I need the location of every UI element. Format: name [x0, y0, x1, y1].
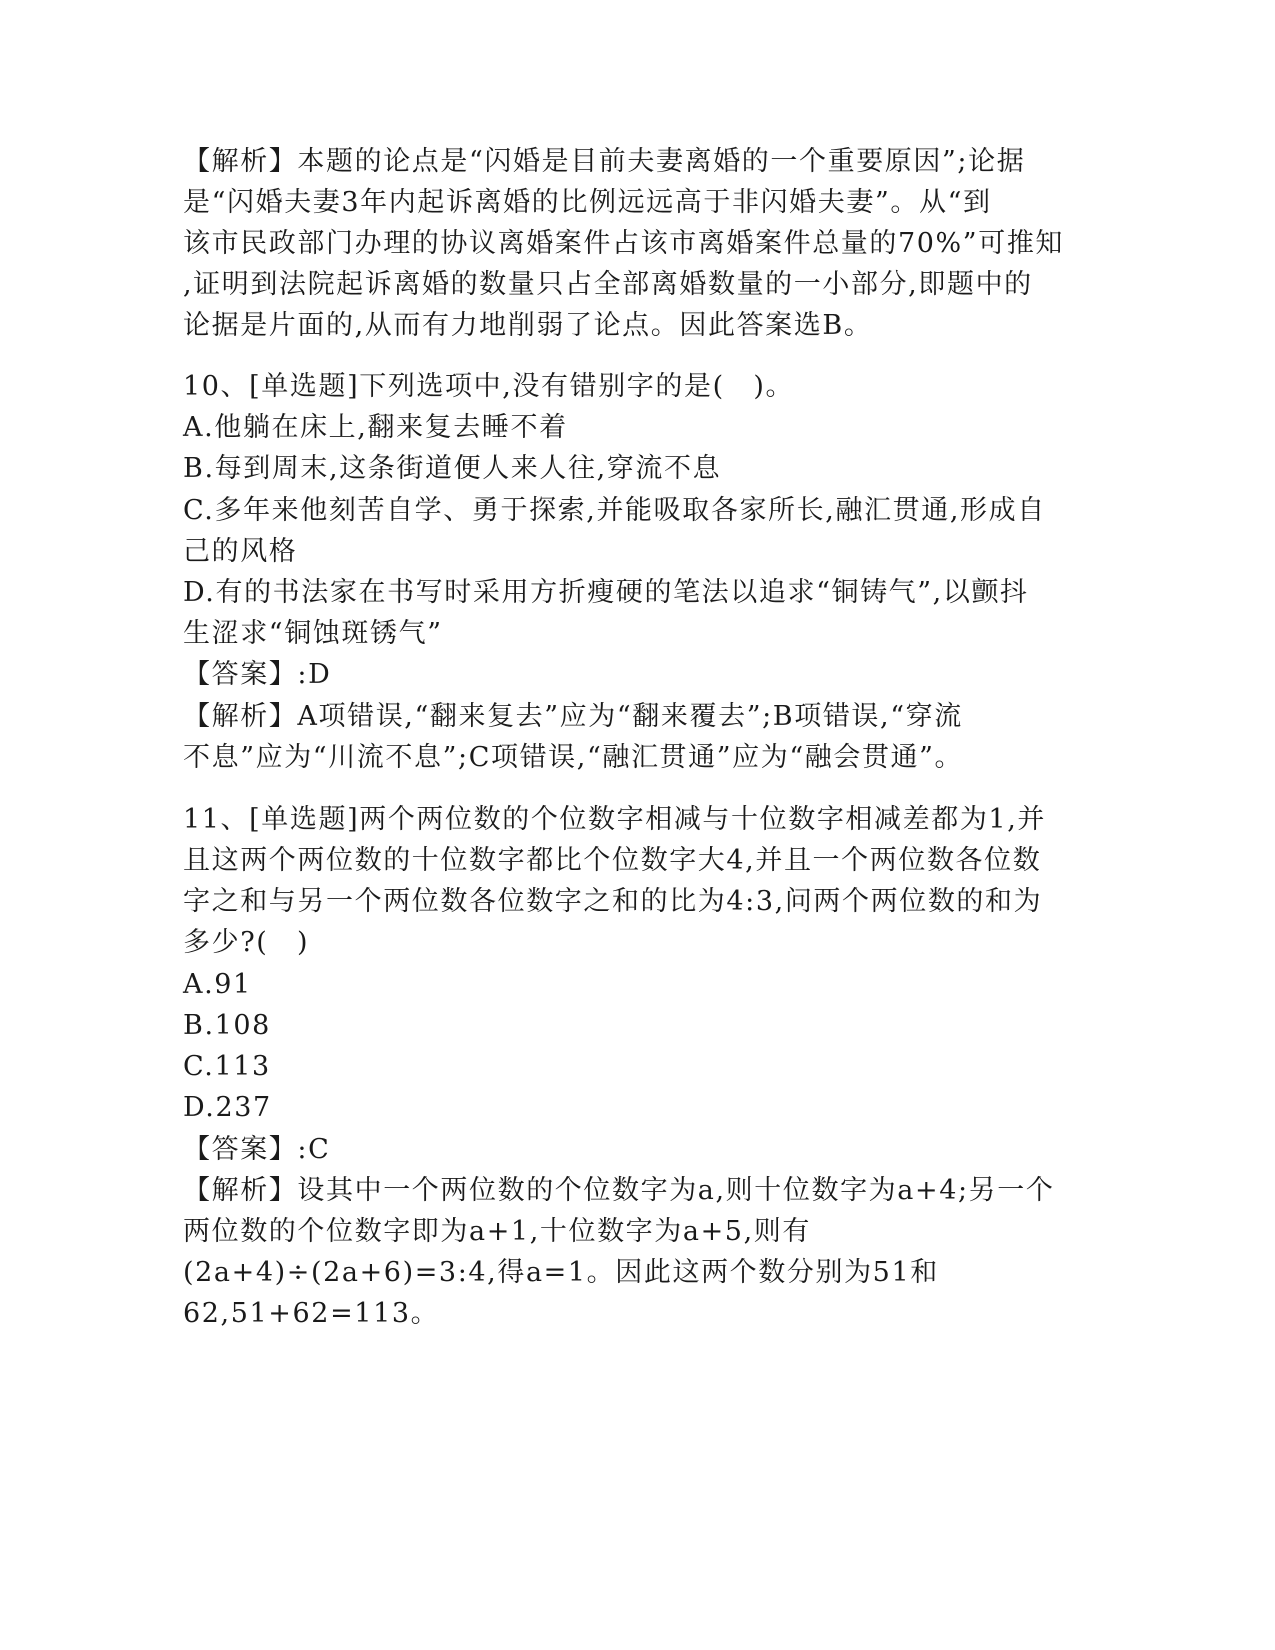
- q11-option-a: A.91: [183, 969, 252, 1000]
- q11-stem-cont: 字之和与另一个两位数各位数字之和的比为4:3,问两个两位数的和为: [183, 886, 1043, 917]
- q11-option-b: B.108: [183, 1010, 271, 1041]
- q10-option-c: C.多年来他刻苦自学、勇于探索,并能吸取各家所长,融汇贯通,形成自: [183, 495, 1046, 526]
- q11-stem-cont: 且这两个两位数的十位数字都比个位数字大4,并且一个两位数各位数: [183, 845, 1042, 876]
- prev-analysis-line: 该市民政部门办理的协议离婚案件占该市离婚案件总量的70%”可推知: [183, 228, 1065, 259]
- q11-analysis-line: 两位数的个位数字即为a+1,十位数字为a+5,则有: [183, 1216, 811, 1247]
- prev-analysis-line: 论据是片面的,从而有力地削弱了论点。因此答案选B。: [183, 310, 873, 341]
- q11-analysis-line: 【解析】设其中一个两位数的个位数字为a,则十位数字为a+4;另一个: [183, 1175, 1055, 1206]
- q10-stem: 10、[单选题]下列选项中,没有错别字的是( )。: [183, 371, 795, 402]
- q11-option-d: D.237: [183, 1092, 272, 1123]
- q10-answer: 【答案】:D: [183, 659, 332, 690]
- q11-stem-cont: 多少?( ): [183, 927, 310, 958]
- q11-analysis-line: (2a+4)÷(2a+6)=3:4,得a=1。因此这两个数分别为51和: [183, 1257, 939, 1288]
- q10-option-a: A.他躺在床上,翻来复去睡不着: [183, 412, 568, 443]
- q11-analysis-line: 62,51+62=113。: [183, 1298, 440, 1329]
- prev-analysis-line: ,证明到法院起诉离婚的数量只占全部离婚数量的一小部分,即题中的: [183, 269, 1033, 300]
- prev-analysis-line: 是“闪婚夫妻3年内起诉离婚的比例远远高于非闪婚夫妻”。从“到: [183, 187, 992, 218]
- q11-stem: 11、[单选题]两个两位数的个位数字相减与十位数字相减差都为1,并: [183, 804, 1046, 835]
- q10-option-d-cont: 生涩求“铜蚀斑锈气”: [183, 618, 443, 649]
- q10-analysis-line: 【解析】A项错误,“翻来复去”应为“翻来覆去”;B项错误,“穿流: [183, 701, 963, 732]
- q10-option-b: B.每到周末,这条街道便人来人往,穿流不息: [183, 453, 722, 484]
- q11-option-c: C.113: [183, 1051, 271, 1082]
- prev-analysis-line: 【解析】本题的论点是“闪婚是目前夫妻离婚的一个重要原因”;论据: [183, 146, 1026, 177]
- q10-option-d: D.有的书法家在书写时采用方折瘦硬的笔法以追求“铜铸气”,以颤抖: [183, 577, 1029, 608]
- q10-analysis-line: 不息”应为“川流不息”;C项错误,“融汇贯通”应为“融会贯通”。: [183, 742, 964, 773]
- q10-option-c-cont: 己的风格: [183, 536, 298, 567]
- q11-answer: 【答案】:C: [183, 1134, 331, 1165]
